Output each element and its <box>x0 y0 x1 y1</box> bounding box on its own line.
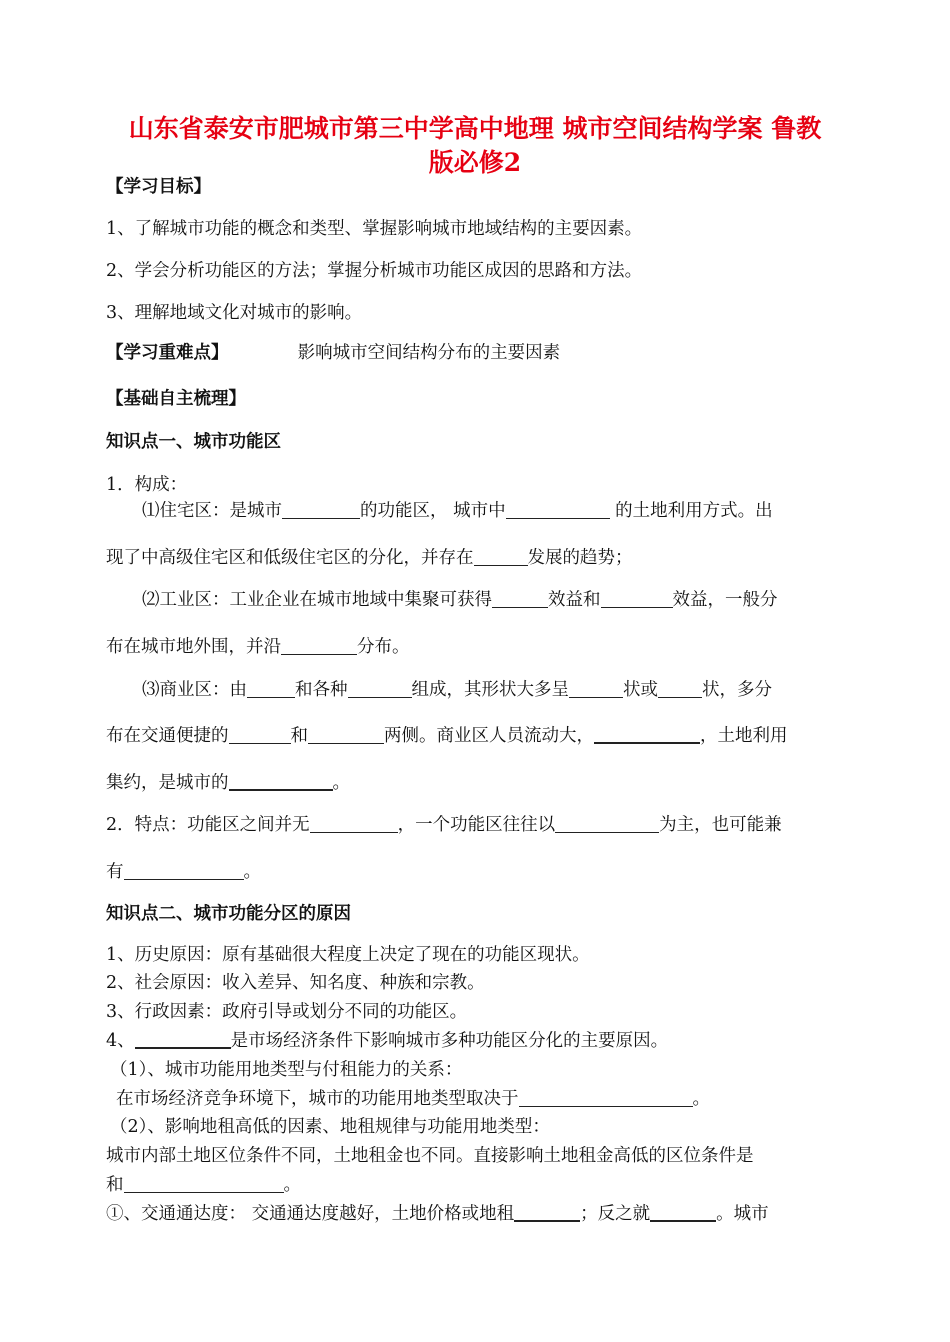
fill-blank[interactable] <box>247 680 295 699</box>
document-title-line-2: 版必修2 <box>428 148 522 177</box>
text: 城市中 <box>453 501 506 521</box>
industrial-line <box>142 586 778 611</box>
reason-item: 2、社会原因：收入差异、知名度、种族和宗教。 <box>106 973 485 993</box>
reason-item: 1、历史原因：原有基础很大程度上决定了现在的功能区现状。 <box>106 945 590 965</box>
review-heading: 【基础自主梳理】 <box>106 389 246 409</box>
text: 分布。 <box>357 637 410 657</box>
features-line <box>106 811 782 836</box>
text: 状，多分 <box>702 680 772 700</box>
commercial-line-2 <box>106 722 788 747</box>
fill-blank[interactable] <box>650 1203 716 1223</box>
fill-blank[interactable] <box>310 815 398 834</box>
text: 集约，是城市的 <box>106 773 229 793</box>
text: 布在城市地外围，并沿 <box>106 637 281 657</box>
key-points-row <box>106 339 560 364</box>
reason-item-4 <box>106 1027 668 1052</box>
key-points-text: 影响城市空间结构分布的主要因素 <box>297 343 561 363</box>
fill-blank[interactable] <box>519 1089 693 1108</box>
text: 。 <box>283 1175 301 1195</box>
text: 状或 <box>623 680 658 700</box>
text: 的土地利用方式。出 <box>615 501 773 521</box>
fill-blank[interactable] <box>124 862 244 881</box>
features-line-2 <box>106 858 261 883</box>
fill-blank[interactable] <box>594 725 700 745</box>
composition-label: 1．构成： <box>106 475 188 495</box>
text: 2．特点：功能区之间并无 <box>106 815 310 835</box>
objective-item: 1、了解城市功能的概念和类型、掌握影响城市地域结构的主要因素。 <box>106 219 643 239</box>
objective-item: 2、学会分析功能区的方法；掌握分析城市功能区成因的思路和方法。 <box>106 261 643 281</box>
document-title-line-1: 山东省泰安市肥城市第三中学高中地理 城市空间结构学案 鲁教 <box>128 114 822 143</box>
text: 。 <box>332 773 350 793</box>
text: ①、交通通达度： <box>106 1204 246 1224</box>
fill-blank[interactable] <box>281 637 357 656</box>
residential-line-2 <box>106 544 633 569</box>
commercial-line <box>142 676 772 701</box>
text: 两侧。商业区人员流动大， <box>384 726 594 746</box>
fill-blank[interactable] <box>569 680 623 699</box>
fill-blank[interactable] <box>308 726 384 745</box>
text: 交通通达度越好，土地价格或地租 <box>251 1204 515 1224</box>
fill-blank[interactable] <box>229 772 333 792</box>
fill-blank[interactable] <box>124 1175 284 1194</box>
text: ⑶商业区：由 <box>142 680 247 700</box>
text: ⑵工业区：工业企业在城市地域中集聚可获得 <box>142 590 492 610</box>
residential-line <box>142 497 773 522</box>
commercial-line-3 <box>106 769 350 794</box>
text: 为主，也可能兼 <box>659 815 782 835</box>
transport-line <box>106 1200 769 1225</box>
reason-item: 3、行政因素：政府引导或划分不同的功能区。 <box>106 1002 468 1022</box>
objectives-heading: 【学习目标】 <box>106 177 211 197</box>
text: 和各种 <box>295 680 348 700</box>
text: 现了中高级住宅区和低级住宅区的分化，并存在 <box>106 548 474 568</box>
fill-blank[interactable] <box>514 1203 580 1223</box>
text: 发展的趋势； <box>527 548 633 568</box>
text: ；反之就 <box>580 1204 651 1224</box>
text: 组成，其形状大多呈 <box>411 680 569 700</box>
fill-blank[interactable] <box>492 590 548 609</box>
subsection-1: （1）、城市功能用地类型与付租能力的关系： <box>110 1060 463 1080</box>
text: 。 <box>692 1089 710 1109</box>
text: 。城市 <box>716 1204 769 1224</box>
text: 和 <box>290 726 308 746</box>
fill-blank[interactable] <box>135 1030 231 1050</box>
subsection-2-line-2 <box>106 1171 301 1196</box>
fill-blank[interactable] <box>555 815 659 834</box>
knowledge-point-1-heading: 知识点一、城市功能区 <box>106 432 281 452</box>
fill-blank[interactable] <box>506 501 610 520</box>
fill-blank[interactable] <box>658 680 702 699</box>
fill-blank[interactable] <box>348 680 412 699</box>
fill-blank[interactable] <box>474 548 528 567</box>
fill-blank[interactable] <box>282 501 360 520</box>
text: ⑴住宅区：是城市 <box>142 501 282 521</box>
text: 的功能区， <box>360 501 448 521</box>
text: 4、 <box>106 1031 135 1051</box>
text: 有 <box>106 862 124 882</box>
fill-blank[interactable] <box>601 590 673 609</box>
industrial-line-2 <box>106 633 410 658</box>
text: ，土地利用 <box>700 726 788 746</box>
knowledge-point-2-heading: 知识点二、城市功能分区的原因 <box>106 904 351 924</box>
text: 布在交通便捷的 <box>106 726 229 746</box>
text: 和 <box>106 1175 124 1195</box>
text: 。 <box>243 862 261 882</box>
objective-item: 3、理解地域文化对城市的影响。 <box>106 303 363 323</box>
fill-blank[interactable] <box>229 726 291 745</box>
text: 在市场经济竞争环境下，城市的功能用地类型取决于 <box>116 1089 519 1109</box>
text: ，一个功能区往往以 <box>397 815 556 835</box>
text: 效益，一般分 <box>672 590 778 610</box>
text: 效益和 <box>548 590 601 610</box>
subsection-2: （2）、影响地租高低的因素、地租规律与功能用地类型： <box>110 1117 550 1137</box>
subsection-1-line <box>116 1085 710 1110</box>
key-points-heading: 【学习重难点】 <box>106 343 229 363</box>
text: 是市场经济条件下影响城市多种功能区分化的主要原因。 <box>230 1031 669 1051</box>
subsection-2-line: 城市内部土地区位条件不同，土地租金也不同。直接影响土地租金高低的区位条件是 <box>106 1146 754 1166</box>
